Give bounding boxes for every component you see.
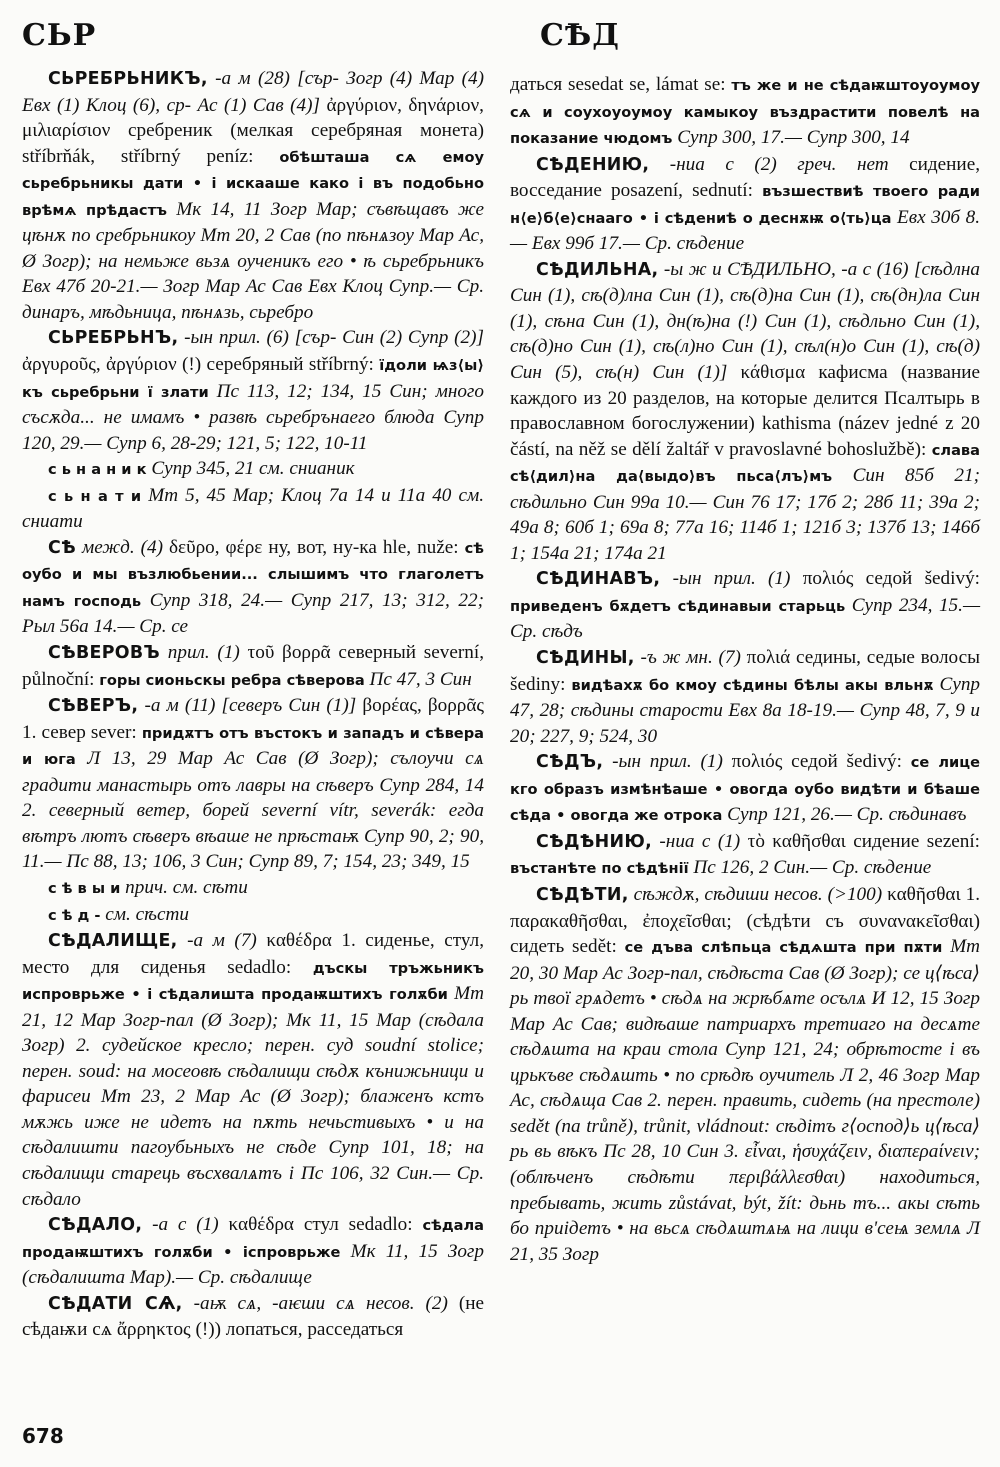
- running-header-right: СѢД: [540, 18, 620, 53]
- cross-reference: с ѣ д - см. сѣсти: [48, 903, 189, 925]
- dictionary-entry: СѢВЕРОВЪ прил. (1) τοῦ βορρᾶ северный severní, půlnoční: горы сионьскы ребра сѣверова Пс 47, 3 Син: [22, 642, 485, 690]
- running-header-left: СЬР: [22, 18, 97, 53]
- dictionary-entry: СЬРЕБРЬНЪ, -ын прил. (6) [сър- Син (2) Супр (2)] ἀργυροῦς, ἀργύριον (!) серебряный stříbrný: їдоли ѩз⟨ы⟩къ сьребрьни ї злати Пс 113, 12; 134, 15 Син; много съсѫда... не имамъ • развѣ сьребрънаего блюда Супр 120, 29.— Супр 6, 28-29; 121, 5; 122, 10-11: [22, 327, 485, 454]
- entry-continuation: даться sesedat se, lámat se: тъ же и не сѣдаѭштоуоумоу сѧ и соухоуоумоу камыкоу въздрастити повелѣ на показание чюдомъ Супр 300, 17.— Супр 300, 14: [510, 74, 980, 149]
- dictionary-entry: СѢДЪ, -ын прил. (1) πολιός седой šedivý: се лице кго образъ измѣнѣаше • овогда оубо видѣти и бѣаше сѣда • овогда же отрока Супр 121, 26.— Ср. сѣдинавъ: [510, 751, 981, 826]
- dictionary-entry: СЬРЕБРЬНИКЪ, -а м (28) [сър- Зогр (4) Мар (4) Евх (1) Клоц (6), ср- Ас (1) Сав (4)] ἀργύριον, δηνάριον, μιλιαρίσιον сребреник (мелкая серебряная монета) stříbrňák, stříbrný peníz: обѣшташа сѧ емоу сьребрьникы дати • і искааше како і въ подобьно врѣмѧ прѣдастъ Мк 14, 11 Зогр Мар; съвѣщавъ же цѣнѫ по сребрьникоу Мт 20, 2 Сав (по пѣнѧзоу Мар Ас, Ø Зогр); на немьже вьзѧ оученикъ его • ѣ сьребрьникъ Евх 47б 20-21.— Зогр Мар Ас Сав Евх Клоц Супр.— Ср. динаръ, мѣдьница, пѣнѧзь, сьребро: [22, 68, 485, 323]
- left-column: [22, 66, 484, 1343]
- dictionary-entry: СѢДИНАВЪ, -ын прил. (1) πολιός седой šedivý: приведенъ бѫдетъ сѣдинавыи старьць Супр 234, 15.— Ср. сѣдъ: [510, 568, 981, 643]
- dictionary-entry: СѢДИЛЬНА, -ы ж и СѢДИЛЬНО, -а с (16) [сѣдлна Син (1), сѣ(д)лна Син (1), сѣ(д)на Син (1), сѣ(дн)ла Син (1), сѣна Син (1), дн(ѣ)на (!) Син (1), сѣдльно Син (1), сѣ(д)но Син (1), сѣ(л)но Син (1), сѣл(н)о Син (1), сѣ(д) Син (5), сѣ(н) Син (1)] κάθισμα кафисма (название каждого из 20 разделов, на которые делится Псалтырь в православном богослужении) kathisma (název jedné z 20 částí, na něž se dělí žaltář v pravoslavné bohoslužbě): слава сѣ⟨дил⟩на да⟨выдо⟩въ пьса⟨лъ⟩мъ Син 85б 21; сѣдильно Син 99а 10.— Син 76 17; 17б 2; 28б 11; 39а 2; 49а 8; 60б 1; 69а 8; 77а 16; 114б 1; 121б 3; 137б 13; 146б 1; 154а 21; 174а 21: [510, 258, 981, 564]
- page-number: 678: [22, 1424, 64, 1448]
- dictionary-entry: СѢДѢТИ, сѣждѫ, сѣдиши несов. (>100) καθῆσθαι 1. παρακαθῆσθαι, ἐποχεῖσθαι; (сѣдѣти съ συνανακεῖσθαι) сидеть sedět: се дъва слѣпьца сѣдѧшта при пѫти Мт 20, 30 Мар Ас Зогр-пал, сѣдѣста Сав (Ø Зогр); се ц⟨ѣса⟩рь твої грѧдетъ • сѣдѧ на жрѣбѧте осълѧ И 12, 15 Зогр Мар Ас Сав; видѣаше патриархъ третиаго на десѧте сѣдѧшта на краи стола Супр 121, 24; обрѣтосте і въ црькъве сѣдѧшть • по срѣдѣ оучитель Л 2, 46 Зогр Мар Ас, сѣдѧща Сав 2. перен. править, сидеть (на престоле) sedět (na trůně), trůnit, vládnout: сѣдітъ г⟨оспод⟩ь ц⟨ѣса⟩рь вь вѣкъ Пс 28, 10 Син 3. εἶναι, ἡσυχάζειν, διαπερaίνειν; (облѣченъ сѣдѣти περιβάλλεσθαι) находиться, пребывать, жить zůstávat, být, žít: дьнь тъ... акы сѣть бо приідетъ • на вьсѧ сѣдѧштѧѩ на лици в'сеѩ землѧ Л 21, 35 Зогр: [510, 883, 981, 1265]
- dictionary-entry: СѢДЕНИЮ, -ниа с (2) греч. нет сидение, восседание posazení, sednutí: възшествиѣ твоего ради н⟨е⟩б⟨е⟩снааго • і сѣдениѣ о деснѫѭ о⟨ть⟩ца Евх 30б 8.— Евх 99б 17.— Ср. сѣдение: [510, 153, 981, 255]
- right-column: [510, 72, 980, 1267]
- dictionary-entry: СѢДѢНИЮ, -ниа с (1) τὸ καθῆσθαι сидение sezení: въстанѣте по сѣдѣнії Пс 126, 2 Син.— Ср. сѣдение: [510, 830, 981, 879]
- dictionary-entry: СѢДАЛО, -а с (1) καθέδρα стул sedadlo: сѣдала продаѭштихъ голѫби • іспроврьже Мк 11, 15 Зогр (сѣдалишта Мар).— Ср. сѣдалище: [22, 1214, 484, 1289]
- cross-reference: с ѣ в ы и прич. см. сѣти: [48, 876, 248, 898]
- dictionary-entry: СѢВЕРЪ, -а м (11) [северъ Син (1)] βορέας, βορρᾶς 1. север sever: придѫтъ отъ въстокъ и западъ и сѣвера и юга Л 13, 29 Мар Ас Сав (Ø Зогр); сълоучи сѧ градити манастырь отъ лавры на сѣверъ Супр 284, 14 2. северный ветер, борей severní vítr, severák: егда вѣтръ лютъ сѣверъ вѣаше не прѣстаѭ Супр 90, 2; 90, 11.— Пс 88, 13; 106, 3 Син; Супр 89, 7; 154, 23; 349, 15: [22, 695, 485, 873]
- dictionary-entry: СѢДАЛИЩЕ, -а м (7) καθέδρα 1. сиденье, стул, место для сиденья sedadlo: дъскы тръжьникъ испроврьже • і сѣдалишта продаѭштихъ голѫби Мт 21, 12 Мар Зогр-пал (Ø Зогр); Мк 11, 15 Мар (сѣдала Зогр) 2. судейское кресло; перен. суд soudní stolice; перен. soud: на мосеовѣ сѣдалищи сѣдѫ кънижьници и фарисеи Мт 23, 2 Мар Ас (Ø Зогр); блаженъ кстъ мѫжь иже не идетъ на пѫть нечьстивыхъ • и на сѣдалишти пагоубьныхъ не сѣде Супр 101, 18; на сѣдалищи старець въсхвалѧтъ і Пс 106, 32 Син.— Ср. сѣдало: [22, 930, 485, 1210]
- cross-reference: с ь н а н и к Супр 345, 21 см. снианик: [48, 458, 355, 480]
- dictionary-entry: СѢДАТИ СѦ, -аѭ сѧ, -аѥши сѧ несов. (2) (не сѣдаѭи сѧ ἄρρηκτος (!)) лопаться, расседаться: [22, 1292, 485, 1341]
- dictionary-entry: СѢДИНЫ, -ъ ж мн. (7) πολιά седины, седые волосы šediny: видѣахѫ бо кмоу сѣдины бѣлы акы вльнѫ Супр 47, 28; сѣдины старости Евх 8а 18-19.— Супр 48, 7, 9 и 20; 227, 9; 524, 30: [510, 647, 981, 747]
- cross-reference: с ь н а т и Мт 5, 45 Мар; Клоц 7а 14 и 11а 40 см. сниати: [22, 484, 485, 533]
- dictionary-entry: СѢ межд. (4) δεῦρο, φέρε ну, вот, ну-ка hle, nuže: сѣ оубо и мы възлюбьении... слышимъ что глаголетъ намъ господь Супр 318, 24.— Супр 217, 13; 312, 22; Рыл 56а 14.— Ср. се: [22, 536, 485, 638]
